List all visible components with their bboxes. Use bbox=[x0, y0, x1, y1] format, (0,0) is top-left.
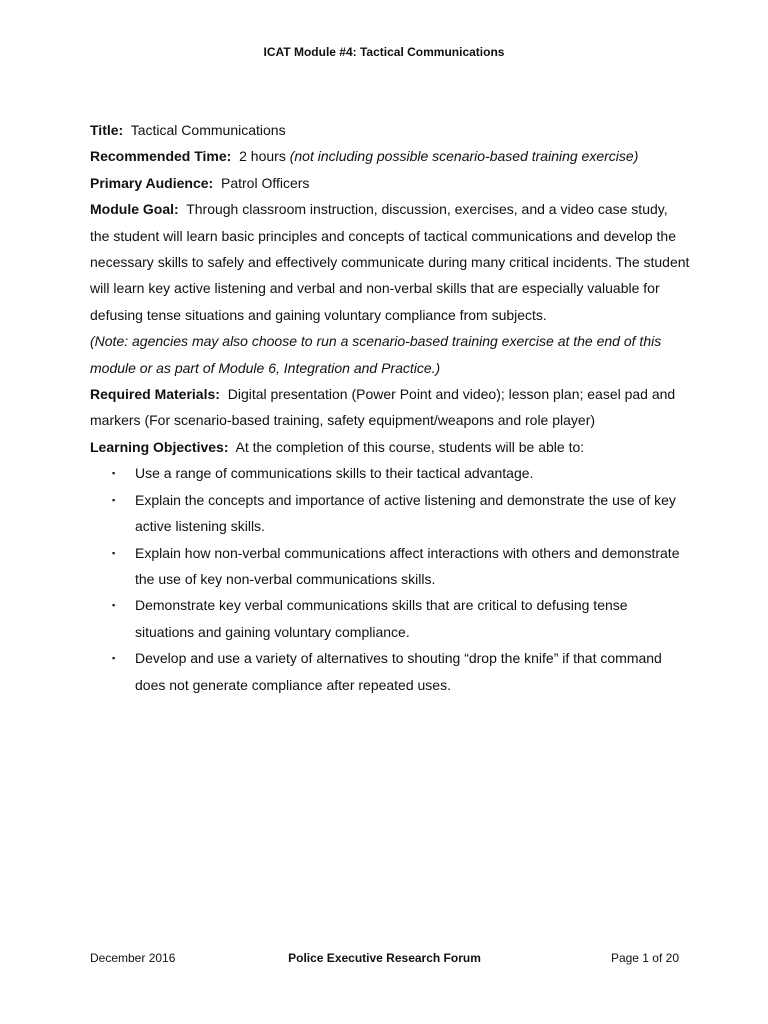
objective-text: Develop and use a variety of alternatives to shouting “drop the knife” if that command does not generate compliance after repeated uses. bbox=[135, 650, 662, 693]
page-header-title: ICAT Module #4: Tactical Communications bbox=[263, 45, 505, 59]
learning-objectives-list bbox=[90, 460, 690, 698]
bullet-icon: ▪ bbox=[112, 468, 116, 479]
title-value: Tactical Communications bbox=[130, 122, 286, 138]
objective-text: Use a range of communications skills to their tactical advantage. bbox=[135, 465, 534, 482]
list-item bbox=[90, 487, 690, 540]
bullet-icon: ▪ bbox=[112, 494, 116, 505]
module-goal-label: Module Goal: bbox=[90, 201, 179, 218]
list-item bbox=[90, 540, 690, 593]
objective-text: Demonstrate key verbal communications skills that are critical to defusing tense situations and gaining voluntary compliance. bbox=[135, 597, 628, 640]
list-item bbox=[90, 645, 690, 698]
document-body bbox=[90, 117, 690, 698]
title-label: Title: bbox=[90, 122, 124, 138]
module-goal-field bbox=[90, 196, 690, 328]
required-materials-label: Required Materials: bbox=[90, 386, 220, 403]
footer-date: December 2016 bbox=[90, 951, 176, 965]
objective-text: Explain how non-verbal communications affect interactions with others and demonstrate the use of key non-verbal communications skills. bbox=[135, 544, 680, 587]
recommended-time-label: Recommended Time: bbox=[90, 148, 232, 165]
recommended-time-value: 2 hours bbox=[239, 148, 286, 165]
footer-page-number: Page 1 of 20 bbox=[610, 951, 679, 965]
required-materials-text: Digital presentation (Power Point and video); lesson plan; easel pad and markers (For scenario-based training, safety equipment/weapons and role player) bbox=[90, 386, 676, 429]
learning-objectives-intro: At the completion of this course, students will be able to: bbox=[235, 438, 585, 455]
list-item bbox=[90, 460, 690, 486]
recommended-time-field bbox=[90, 143, 690, 169]
list-item bbox=[90, 592, 690, 645]
primary-audience-field bbox=[90, 170, 690, 196]
module-goal-note: (Note: agencies may also choose to run a scenario-based training exercise at the end of this module or as part of Module 6, Integration and Practice.) bbox=[90, 333, 662, 376]
primary-audience-label: Primary Audience: bbox=[90, 174, 214, 191]
recommended-time-note: (not including possible scenario-based training exercise) bbox=[289, 148, 639, 165]
title-field bbox=[90, 117, 690, 143]
objective-text: Explain the concepts and importance of active listening and demonstrate the use of key active listening skills. bbox=[135, 491, 676, 535]
primary-audience-value: Patrol Officers bbox=[220, 174, 310, 191]
page-footer bbox=[90, 951, 679, 969]
learning-objectives-label: Learning Objectives: bbox=[90, 438, 229, 455]
required-materials-field bbox=[90, 381, 690, 434]
learning-objectives-field bbox=[90, 434, 690, 460]
bullet-icon: ▪ bbox=[112, 547, 116, 558]
bullet-icon: ▪ bbox=[112, 653, 116, 664]
footer-organization: Police Executive Research Forum bbox=[288, 951, 481, 965]
module-goal-text: Through classroom instruction, discussion, exercises, and a video case study, the student will learn basic principles and concepts of tactical communications and develop the necessary skills to safely and effectively communicate during many critical incidents. The student will learn key active listening and verbal and non-verbal skills that are especially valuable for defusing tense situations and gaining voluntary compliance from subjects. bbox=[90, 201, 690, 323]
bullet-icon: ▪ bbox=[112, 600, 116, 611]
